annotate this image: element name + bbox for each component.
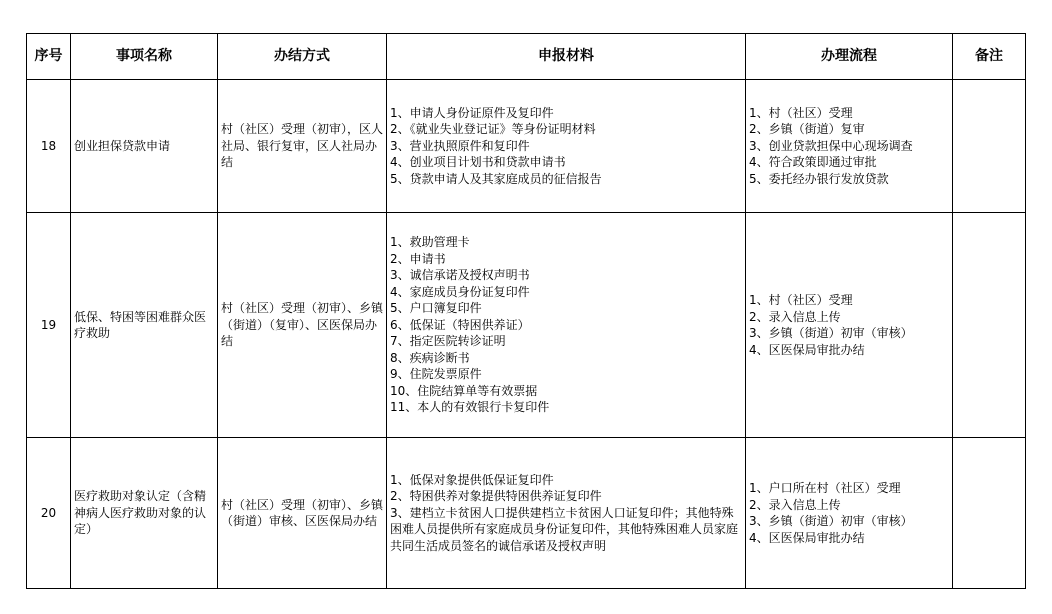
process-cell xyxy=(746,80,953,213)
process-step: 1、户口所在村（社区）受理 xyxy=(749,481,901,495)
process-step: 2、录入信息上传 xyxy=(749,309,841,324)
header-method: 办结方式 xyxy=(218,34,387,80)
service-items-table xyxy=(26,33,1026,589)
process-step: 4、区医保局审批办结 xyxy=(749,342,865,357)
remarks-cell xyxy=(953,80,1026,213)
table-row xyxy=(27,213,1026,438)
material-line: 10、住院结算单等有效票据 xyxy=(390,383,538,398)
material-line: 2、《就业失业登记证》等身份证明材料 xyxy=(390,122,596,137)
seq-cell: 18 xyxy=(27,80,71,213)
method-cell: 村（社区）受理（初审），区人社局、银行复审，区人社局办结 xyxy=(218,80,387,213)
materials-cell xyxy=(387,438,746,589)
process-step: 1、村（社区）受理 xyxy=(749,293,853,307)
header-process: 办理流程 xyxy=(746,34,953,80)
item-name-cell: 创业担保贷款申请 xyxy=(71,80,218,213)
material-line: 2、申请书 xyxy=(390,251,446,266)
process-cell xyxy=(746,438,953,589)
material-line: 3、诚信承诺及授权声明书 xyxy=(390,268,530,283)
material-line: 3、营业执照原件和复印件 xyxy=(390,138,530,153)
material-line: 7、指定医院转诊证明 xyxy=(390,334,506,349)
method-cell: 村（社区）受理（初审）、乡镇（街道）（复审）、区医保局办结 xyxy=(218,213,387,438)
process-step: 3、乡镇（街道）初审（审核） xyxy=(749,514,913,528)
process-step: 3、创业贷款担保中心现场调查 xyxy=(749,138,913,153)
header-item-name: 事项名称 xyxy=(71,34,218,80)
material-line: 6、低保证（特困供养证） xyxy=(390,317,530,332)
method-cell: 村（社区）受理（初审）、乡镇（街道）审核、区医保局办结 xyxy=(218,438,387,589)
process-step: 5、委托经办银行发放贷款 xyxy=(749,171,889,186)
material-line: 2、特困供养对象提供特困供养证复印件 xyxy=(390,489,602,504)
seq-cell: 19 xyxy=(27,213,71,438)
material-line: 8、疾病诊断书 xyxy=(390,350,470,365)
process-step: 3、乡镇（街道）初审（审核） xyxy=(749,326,913,340)
header-seq: 序号 xyxy=(27,34,71,80)
seq-cell: 20 xyxy=(27,438,71,589)
material-line: 4、家庭成员身份证复印件 xyxy=(390,284,530,299)
material-line: 11、本人的有效银行卡复印件 xyxy=(390,400,550,415)
materials-cell xyxy=(387,213,746,438)
item-name-cell: 低保、特困等困难群众医疗救助 xyxy=(71,213,218,438)
process-step: 4、符合政策即通过审批 xyxy=(749,155,877,170)
process-cell xyxy=(746,213,953,438)
remarks-cell xyxy=(953,213,1026,438)
process-step: 1、村（社区）受理 xyxy=(749,105,853,120)
item-name-cell: 医疗救助对象认定（含精神病人医疗救助对象的认定） xyxy=(71,438,218,589)
material-line: 1、救助管理卡 xyxy=(390,235,470,250)
material-line: 9、住院发票原件 xyxy=(390,367,482,382)
material-line: 1、低保对象提供低保证复印件 xyxy=(390,472,554,487)
header-remarks: 备注 xyxy=(953,34,1026,80)
table-row xyxy=(27,438,1026,589)
material-line: 3、建档立卡贫困人口提供建档立卡贫困人口证复印件；其他特殊困难人员提供所有家庭成员身份证复印件，其他特殊困难人员家庭共同生活成员签名的诚信承诺及授权声明 xyxy=(390,505,739,553)
table-row xyxy=(27,80,1026,213)
process-step: 2、乡镇（街道）复审 xyxy=(749,122,865,137)
material-line: 4、创业项目计划书和贷款申请书 xyxy=(390,155,566,170)
header-materials: 申报材料 xyxy=(387,34,746,80)
material-line: 5、户口簿复印件 xyxy=(390,301,482,316)
process-step: 4、区医保局审批办结 xyxy=(749,530,865,545)
header-row xyxy=(27,34,1026,80)
material-line: 1、申请人身份证原件及复印件 xyxy=(390,105,554,120)
materials-cell xyxy=(387,80,746,213)
process-step: 2、录入信息上传 xyxy=(749,497,841,512)
remarks-cell xyxy=(953,438,1026,589)
material-line: 5、贷款申请人及其家庭成员的征信报告 xyxy=(390,171,602,186)
